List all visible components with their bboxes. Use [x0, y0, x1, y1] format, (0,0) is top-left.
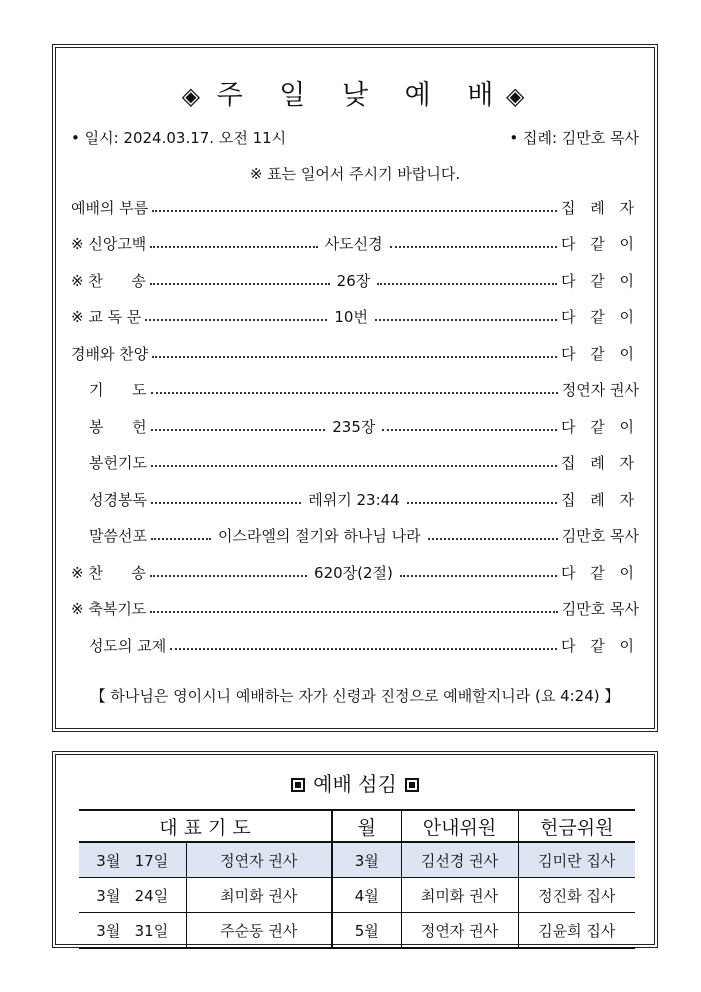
dotted-leader [152, 210, 557, 212]
standing-note: ※ 표는 일어서 주시기 바랍니다. [249, 165, 461, 183]
dotted-leader [400, 575, 557, 577]
order-item [71, 415, 639, 437]
table-row [79, 842, 635, 878]
order-label: 예배의 부름 [71, 198, 149, 217]
dotted-leader [151, 392, 558, 394]
dotted-leader [150, 283, 330, 285]
order-item [71, 305, 639, 327]
dotted-leader [151, 465, 557, 467]
order-label: 성경봉독 [89, 490, 147, 509]
prayer-person: 최미화 권사 [186, 878, 332, 913]
order-label: ※ 교 독 문 [71, 307, 142, 326]
order-person: 다 같 이 [560, 307, 639, 326]
order-detail: 235장 [332, 417, 376, 436]
order-item [71, 378, 639, 400]
order-item [71, 597, 639, 619]
service-leader: • 집례: 김만호 목사 [509, 129, 639, 147]
diamond-icon: ◈ [181, 82, 205, 110]
worship-order-panel [52, 44, 658, 732]
service-title [53, 73, 657, 112]
month-cell: 5월 [332, 913, 401, 949]
dotted-leader [377, 283, 557, 285]
month-cell: 3월 [332, 842, 401, 878]
order-label: 봉 헌 [89, 417, 147, 436]
order-detail: 620장(2절) [314, 563, 393, 582]
order-item [71, 561, 639, 583]
order-item [71, 269, 639, 291]
header-month: 월 [332, 810, 401, 842]
order-detail: 레위기 23:44 [308, 490, 400, 509]
order-label: 성도의 교제 [89, 636, 167, 655]
duty-title-text: 예배 섬김 [313, 772, 397, 796]
square-bullet-icon [405, 778, 419, 792]
bible-verse: 【 하나님은 영이시니 예배하는 자가 신령과 진정으로 예배할지니라 (요 4:24) 】 [90, 687, 620, 705]
table-row [79, 913, 635, 949]
order-person: 다 같 이 [560, 344, 639, 363]
order-label: ※ 신앙고백 [71, 234, 147, 253]
order-person: 김만호 목사 [561, 526, 639, 545]
order-detail: 이스라엘의 절기와 하나님 나라 [217, 526, 421, 545]
header-prayer: 대 표 기 도 [79, 810, 332, 842]
dotted-leader [150, 246, 317, 248]
usher-cell: 최미화 권사 [401, 878, 518, 913]
dotted-leader [428, 538, 558, 540]
order-label: ※ 찬 송 [71, 271, 146, 290]
order-label: ※ 축복기도 [71, 599, 147, 618]
header-usher: 안내위원 [401, 810, 518, 842]
dotted-leader [151, 538, 211, 540]
dotted-leader [150, 575, 307, 577]
order-item [71, 342, 639, 364]
order-detail: 10번 [334, 307, 368, 326]
order-person: 다 같 이 [561, 417, 640, 436]
header-offering: 헌금위원 [518, 810, 635, 842]
order-label: 경배와 찬양 [71, 344, 149, 363]
dotted-leader [151, 429, 326, 431]
order-detail: 26장 [336, 271, 371, 290]
order-label: ※ 찬 송 [71, 563, 146, 582]
table-row [79, 878, 635, 913]
order-person: 다 같 이 [560, 271, 639, 290]
dotted-leader [382, 429, 557, 431]
order-item [71, 634, 639, 656]
order-label: 봉헌기도 [89, 453, 147, 472]
duty-table [79, 809, 635, 949]
offering-cell: 김미란 집사 [518, 842, 635, 878]
order-item [71, 451, 639, 473]
order-person: 정연자 권사 [561, 380, 639, 399]
dotted-leader [170, 648, 557, 650]
usher-cell: 김선경 권사 [401, 842, 518, 878]
order-person: 다 같 이 [560, 563, 639, 582]
order-person: 집 례 자 [560, 198, 639, 217]
dotted-leader [152, 356, 557, 358]
service-title-text: 주 일 낮 예 배 [216, 80, 508, 111]
duty-title [53, 768, 657, 797]
order-item [71, 232, 639, 254]
month-cell: 4월 [332, 878, 401, 913]
dotted-leader [145, 319, 327, 321]
usher-cell: 정연자 권사 [401, 913, 518, 949]
prayer-date: 3월 17일 [79, 842, 186, 878]
order-person: 다 같 이 [560, 234, 639, 253]
dotted-leader [150, 611, 557, 613]
order-person: 김만호 목사 [561, 599, 639, 618]
prayer-date: 3월 24일 [79, 878, 186, 913]
offering-cell: 김윤희 집사 [518, 913, 635, 949]
diamond-icon: ◈ [505, 82, 529, 110]
prayer-date: 3월 31일 [79, 913, 186, 949]
order-label: 말씀선포 [89, 526, 147, 545]
duty-header-row [79, 810, 635, 842]
order-person: 집 례 자 [561, 490, 640, 509]
order-item [71, 524, 639, 546]
prayer-person: 주순동 권사 [186, 913, 332, 949]
prayer-person: 정연자 권사 [186, 842, 332, 878]
order-label: 기 도 [89, 380, 147, 399]
order-item [71, 196, 639, 218]
dotted-leader [390, 246, 557, 248]
dotted-leader [151, 502, 301, 504]
service-date: • 일시: 2024.03.17. 오전 11시 [71, 129, 287, 147]
order-person: 집 례 자 [560, 453, 639, 472]
square-bullet-icon [291, 778, 305, 792]
dotted-leader [375, 319, 557, 321]
duty-panel [52, 751, 658, 948]
offering-cell: 정진화 집사 [518, 878, 635, 913]
order-detail: 사도신경 [324, 234, 383, 253]
order-person: 다 같 이 [560, 636, 639, 655]
order-item [71, 488, 639, 510]
dotted-leader [407, 502, 557, 504]
